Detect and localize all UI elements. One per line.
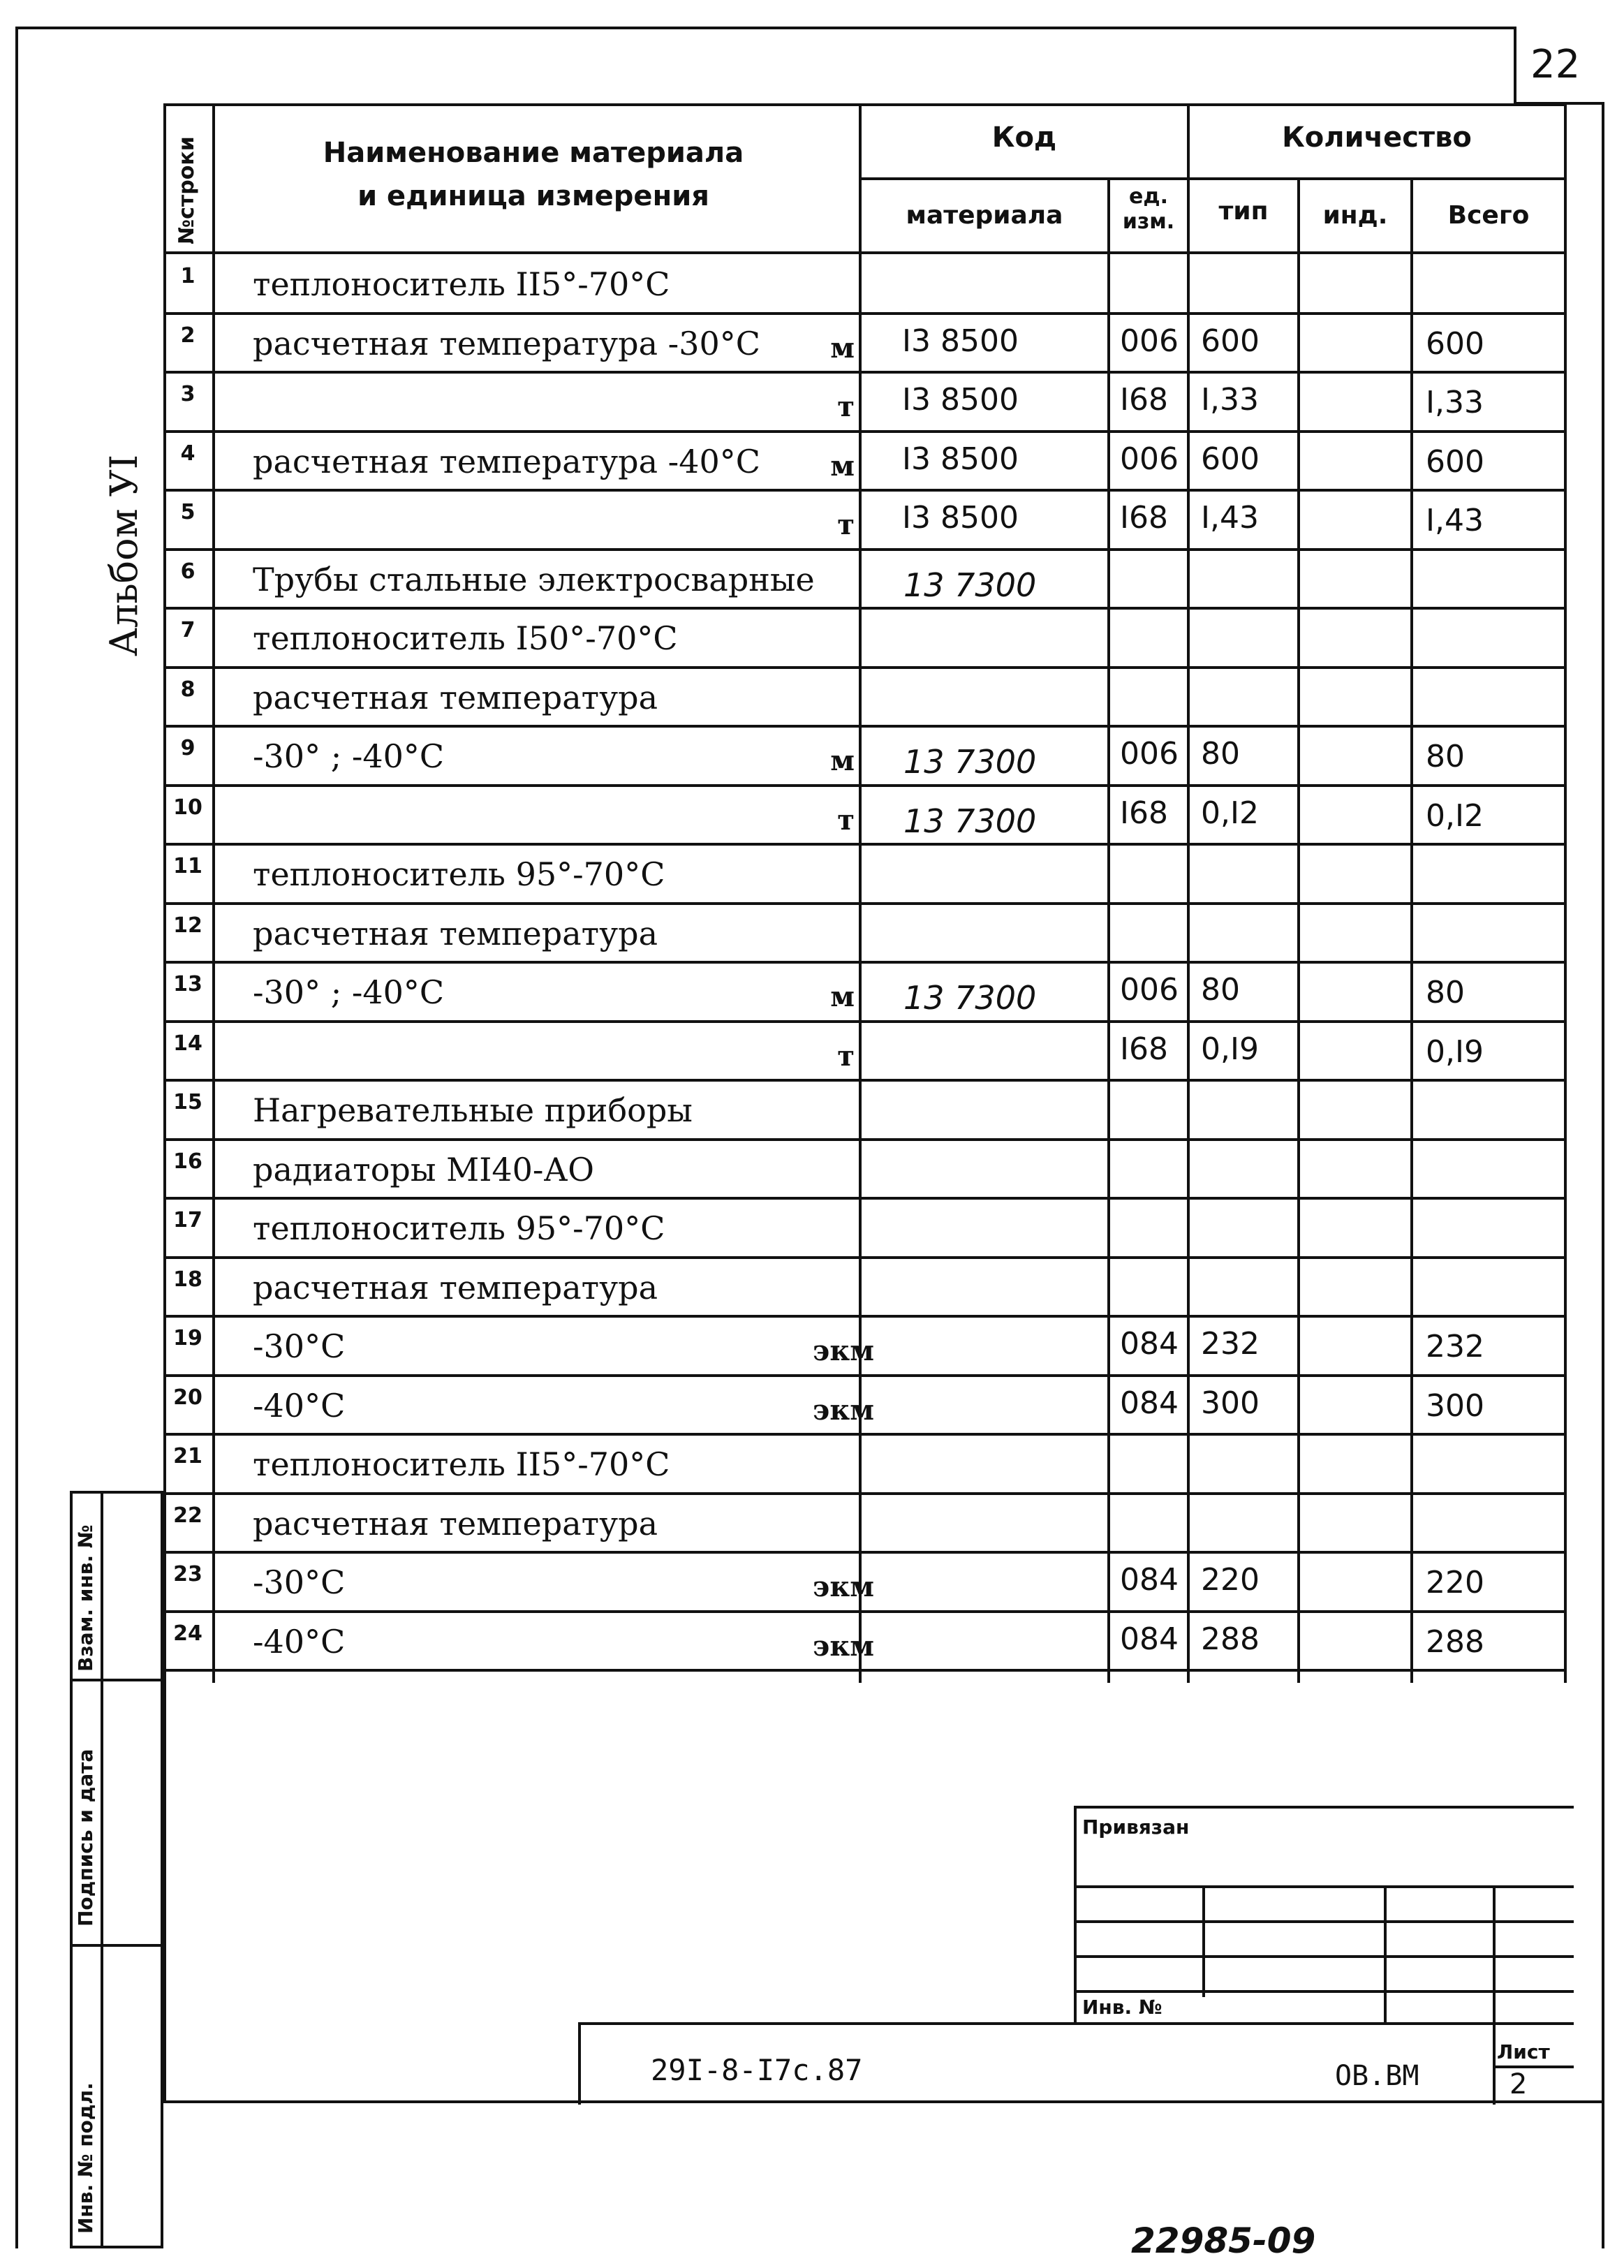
row-number: 23 bbox=[173, 1562, 202, 1586]
material-name: теплоноситель II5°-70°C bbox=[253, 1445, 670, 1483]
code-header: Код bbox=[991, 122, 1057, 154]
table-row bbox=[163, 844, 1567, 904]
stamp-line bbox=[1077, 1920, 1574, 1923]
side-stamp bbox=[70, 1491, 163, 2248]
row-number: 11 bbox=[173, 854, 202, 878]
row-number: 17 bbox=[173, 1208, 202, 1232]
unit-of-measure: т bbox=[837, 803, 855, 837]
row-number: 18 bbox=[173, 1267, 202, 1292]
name-header-line1: Наименование материала bbox=[323, 137, 744, 169]
unit-code: 084 bbox=[1120, 1562, 1179, 1598]
materials-table bbox=[163, 103, 1567, 1683]
table-row bbox=[163, 1552, 1567, 1612]
unit-code: 006 bbox=[1120, 972, 1179, 1008]
row-number: 7 bbox=[180, 618, 195, 642]
material-code-header: материала bbox=[906, 201, 1063, 230]
signature-date-label: Подпись и дата bbox=[74, 1748, 97, 1927]
total-quantity: 600 bbox=[1426, 325, 1484, 362]
row-number: 14 bbox=[173, 1031, 202, 1056]
type-quantity: 300 bbox=[1201, 1385, 1260, 1421]
stamp-line bbox=[1077, 1990, 1574, 1993]
material-code: I3 8500 bbox=[902, 323, 1019, 359]
row-number: 19 bbox=[173, 1326, 202, 1350]
total-quantity: 288 bbox=[1426, 1623, 1484, 1660]
material-code: I3 8500 bbox=[902, 382, 1019, 418]
row-number: 10 bbox=[173, 795, 202, 820]
privyazan-block bbox=[1074, 1806, 1574, 2025]
frame-left-edge bbox=[15, 28, 18, 2248]
unit-code: 084 bbox=[1120, 1621, 1179, 1657]
document-code: 29I-8-I7с.87 bbox=[651, 2053, 863, 2087]
unit-of-measure: экм bbox=[813, 1334, 874, 1367]
side-stamp-divider bbox=[73, 1679, 161, 1681]
ind-header: инд. bbox=[1322, 201, 1388, 230]
unit-of-measure: м bbox=[830, 744, 855, 777]
material-name: расчетная температура bbox=[253, 1504, 658, 1542]
table-row bbox=[163, 1316, 1567, 1376]
sheet-number: 2 bbox=[1509, 2068, 1528, 2100]
total-quantity: 0,I9 bbox=[1426, 1033, 1484, 1070]
unit-of-measure: т bbox=[837, 390, 855, 423]
type-quantity: I,43 bbox=[1201, 500, 1259, 536]
unit-code: 006 bbox=[1120, 441, 1179, 477]
row-number: 21 bbox=[173, 1444, 202, 1468]
material-name: -40°C bbox=[253, 1386, 346, 1424]
unit-code: I68 bbox=[1120, 500, 1168, 536]
table-row bbox=[163, 1494, 1567, 1553]
type-quantity: 232 bbox=[1201, 1326, 1260, 1362]
vzam-inv-label: Взам. инв. № bbox=[74, 1524, 97, 1672]
table-row bbox=[163, 432, 1567, 491]
row-number: 13 bbox=[173, 972, 202, 996]
total-quantity: I,33 bbox=[1426, 385, 1484, 420]
frame-top-edge bbox=[15, 27, 1516, 29]
stamp-line bbox=[1493, 1885, 1496, 2025]
row-number: 1 bbox=[180, 264, 195, 288]
row-number: 24 bbox=[173, 1621, 202, 1646]
unit-of-measure: экм bbox=[813, 1570, 874, 1603]
row-number: 2 bbox=[180, 323, 195, 348]
type-quantity: 600 bbox=[1201, 323, 1260, 359]
table-row bbox=[163, 314, 1567, 373]
material-name: теплоноситель 95°-70°C bbox=[253, 1209, 665, 1247]
table-row bbox=[163, 1080, 1567, 1140]
row-number: 5 bbox=[180, 500, 195, 524]
material-code: I3 8500 bbox=[902, 500, 1019, 536]
stamp-line bbox=[1384, 1885, 1387, 2025]
unit-header-line2: изм. bbox=[1122, 209, 1175, 234]
total-quantity: 0,I2 bbox=[1426, 797, 1484, 834]
type-quantity: 220 bbox=[1201, 1562, 1260, 1598]
material-name: теплоноситель II5°-70°C bbox=[253, 265, 670, 303]
table-row bbox=[163, 608, 1567, 668]
unit-code: 084 bbox=[1120, 1385, 1179, 1421]
total-quantity: 80 bbox=[1426, 739, 1465, 774]
material-code: 13 7300 bbox=[903, 743, 1037, 781]
unit-code: 084 bbox=[1120, 1326, 1179, 1362]
unit-of-measure: м bbox=[830, 449, 855, 483]
unit-code: 006 bbox=[1120, 736, 1179, 772]
material-code: I3 8500 bbox=[902, 441, 1019, 477]
type-header: тип bbox=[1218, 197, 1269, 226]
side-stamp-divider bbox=[101, 1494, 103, 2246]
inv-no-label: Инв. № bbox=[1082, 1996, 1162, 2019]
type-quantity: 0,I9 bbox=[1201, 1031, 1259, 1067]
row-number: 12 bbox=[173, 913, 202, 938]
unit-code: 006 bbox=[1120, 323, 1179, 359]
side-stamp-divider bbox=[73, 1944, 161, 1947]
row-number: 16 bbox=[173, 1149, 202, 1174]
total-quantity: 232 bbox=[1426, 1329, 1484, 1364]
stamp-line bbox=[1077, 1885, 1574, 1888]
archive-number: 22985-09 bbox=[1131, 2221, 1316, 2261]
type-quantity: 288 bbox=[1201, 1621, 1260, 1657]
table-left-edge bbox=[163, 103, 166, 1683]
table-row bbox=[163, 1258, 1567, 1317]
material-name: теплоноситель 95°-70°C bbox=[253, 855, 665, 893]
material-name: расчетная температура bbox=[253, 1268, 658, 1306]
table-row bbox=[163, 904, 1567, 963]
material-name: расчетная температура bbox=[253, 914, 658, 952]
material-name: -30°C bbox=[253, 1563, 346, 1601]
row-number: 15 bbox=[173, 1090, 202, 1114]
table-row bbox=[163, 1198, 1567, 1258]
row-number: 3 bbox=[180, 382, 195, 406]
unit-header-line1: ед. bbox=[1129, 184, 1168, 209]
sheet-divider bbox=[1493, 2025, 1496, 2105]
table-row bbox=[163, 550, 1567, 609]
quantity-header: Количество bbox=[1282, 122, 1472, 154]
material-name: -30°C bbox=[253, 1327, 346, 1365]
total-quantity: I,43 bbox=[1426, 503, 1484, 538]
material-code: 13 7300 bbox=[903, 979, 1037, 1017]
row-number: 9 bbox=[180, 736, 195, 760]
privyazan-label: Привязан bbox=[1082, 1816, 1190, 1839]
bottom-frame-left bbox=[163, 1683, 166, 2102]
unit-of-measure: экм bbox=[813, 1629, 874, 1663]
row-number-header: №строки bbox=[175, 136, 199, 244]
unit-code: I68 bbox=[1120, 1031, 1168, 1067]
table-row bbox=[163, 1434, 1567, 1494]
material-name: -30° ; -40°C bbox=[253, 737, 445, 775]
type-quantity: 80 bbox=[1201, 972, 1240, 1008]
total-quantity: 80 bbox=[1426, 975, 1465, 1010]
row-number: 4 bbox=[180, 441, 195, 466]
row-number: 6 bbox=[180, 559, 195, 584]
stamp-line bbox=[1077, 1955, 1574, 1958]
table-row bbox=[163, 668, 1567, 727]
table-row bbox=[163, 1140, 1567, 1199]
material-name: радиаторы МI40-АО bbox=[253, 1150, 594, 1188]
table-row bbox=[163, 962, 1567, 1022]
table-row bbox=[163, 490, 1567, 550]
table-row bbox=[163, 1612, 1567, 1671]
table-row bbox=[163, 254, 1567, 314]
total-quantity: 220 bbox=[1426, 1565, 1484, 1600]
document-title-block bbox=[578, 2022, 1574, 2105]
material-name: расчетная температура -30°C bbox=[253, 324, 760, 362]
album-label: Альбом УI bbox=[102, 454, 146, 656]
material-name: Нагревательные приборы bbox=[253, 1091, 693, 1129]
unit-of-measure: т bbox=[837, 1039, 855, 1073]
unit-code: I68 bbox=[1120, 795, 1168, 831]
table-row bbox=[163, 372, 1567, 432]
sheet-label: Лист bbox=[1497, 2040, 1550, 2063]
sheet-line bbox=[1493, 2066, 1574, 2068]
row-number: 22 bbox=[173, 1503, 202, 1528]
total-quantity: 300 bbox=[1426, 1387, 1484, 1424]
material-name: расчетная температура -40°C bbox=[253, 442, 760, 480]
row-number: 8 bbox=[180, 677, 195, 702]
unit-of-measure: м bbox=[830, 980, 855, 1013]
type-quantity: 600 bbox=[1201, 441, 1260, 477]
inv-original-label: Инв. № подл. bbox=[74, 2082, 97, 2234]
unit-of-measure: т bbox=[837, 508, 855, 541]
type-quantity: 80 bbox=[1201, 736, 1240, 772]
frame-right-edge bbox=[1602, 105, 1604, 2248]
table-row bbox=[163, 786, 1567, 845]
name-header-line2: и единица измерения bbox=[357, 180, 709, 212]
unit-of-measure: экм bbox=[813, 1393, 874, 1427]
material-name: расчетная температура bbox=[253, 678, 658, 716]
document-mark: ОВ.ВМ bbox=[1335, 2060, 1419, 2092]
type-quantity: I,33 bbox=[1201, 382, 1259, 418]
stamp-line bbox=[1202, 1885, 1205, 1997]
material-name: теплоноситель I50°-70°C bbox=[253, 619, 678, 657]
unit-of-measure: м bbox=[830, 331, 855, 364]
table-row bbox=[163, 1022, 1567, 1081]
type-quantity: 0,I2 bbox=[1201, 795, 1259, 831]
page-number-box bbox=[1514, 27, 1604, 105]
table-row bbox=[163, 1376, 1567, 1435]
table-row bbox=[163, 726, 1567, 786]
material-name: Трубы стальные электросварные bbox=[253, 560, 815, 598]
material-name: -40°C bbox=[253, 1622, 346, 1660]
header-subdivider bbox=[859, 177, 1567, 180]
unit-code: I68 bbox=[1120, 382, 1168, 418]
material-name: -30° ; -40°C bbox=[253, 973, 445, 1011]
row-number: 20 bbox=[173, 1385, 202, 1410]
material-code: 13 7300 bbox=[903, 802, 1037, 840]
row-divider bbox=[163, 1669, 1567, 1672]
page-number: 22 bbox=[1530, 42, 1581, 87]
total-header: Всего bbox=[1447, 201, 1530, 230]
material-code: 13 7300 bbox=[903, 566, 1037, 604]
total-quantity: 600 bbox=[1426, 443, 1484, 480]
